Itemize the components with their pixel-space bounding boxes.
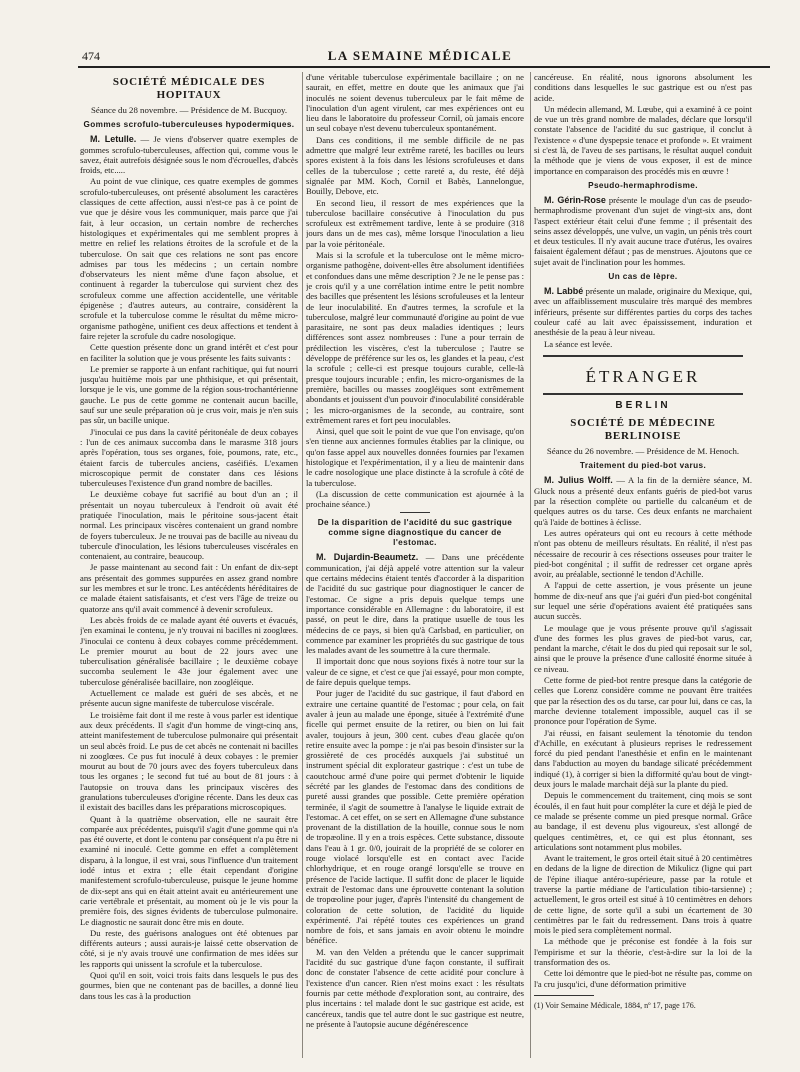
speaker-name: M. Dujardin-Beaumetz. — [316, 552, 419, 563]
paragraph: Le moulage que je vous présente prouve qu'il s'agissait d'une des formes les plus graves de pied-bot varus, car, pendant la marche, c'était le dos du pied qui reposait sur le sol, ainsi que le prouve la présence d'une callosité énorme située à ce niveau. — [534, 622, 752, 674]
divider — [543, 393, 743, 395]
paragraph: Ainsi, quel que soit le point de vue que l'on envisage, qu'on s'en tienne aux anciennes formules établies par la clinique, ou qu'on fasse appel aux nouvelles données fournies par l'examen histologique et l'expérimentation, il y a lieu de maintenir dans le cadre nosologique une place distincte à la scrofule à côté de la tuberculose. — [306, 426, 524, 488]
paragraph: Mais si la scrofule et la tuberculose ont le même micro-organisme pathogène, doivent-elles être absolument identifiées et confondues dans une même description ? Je ne le pense pas : je crois qu'il y a une corrélation intime entre le petit nombre des bacilles que présentent les lésions scrofuleuses et la lenteur de leur inoculabilité. En d'autres termes, la scrofule et la tuberculose, malgré leur communauté d'origine au point de vue parasitaire, ne sont pas deux maladies identiques ; leurs différences sont assez nombreuses : l'une a pour terrain de prédilection les viscères, c'est la tuberculose ; l'autre se développe de préférence sur les os, les glandes et la peau, c'est la scrofule ; celle-ci est presque toujours curable, celle-là presque toujours incurable ; enfin, les micro-organismes de la première, bacilles ou masses zoogléiques sont extrêmement abondants et jouissent d'un pouvoir d'inoculabilité considérable ; les micro-organismes de la seconde, au contraire, sont extrêmement rares et fort peu inoculables. — [306, 250, 524, 425]
paragraph: Cette forme de pied-bot rentre presque dans la catégorie de celles que Lorenz considère comme ne pouvant être traitées que par la résection des os du tarse, car pour lui, dans ce cas, la marche devienne totalement impossible, auquel cas il se prononce pour l'opération de Syme. — [534, 675, 752, 727]
divider — [400, 512, 430, 513]
paragraph: M. Dujardin-Beaumetz. — Dans une précédente communication, j'ai déjà appelé votre attention sur la valeur que certains médecins étaient tentés d'accorder à la disparition de l'acidité du suc gastrique pour diagnostiquer le cancer de l'estomac. Ce signe a pris depuis quelque temps une importance considérable en Allemagne : du laboratoire, il est passé, on peut le dire, dans la pratique usuelle de tous les médecins de ce pays, si bien qu'à Carlsbad, en particulier, on commence par examiner les propriétés du suc gastrique de tous les malades avant de les soumettre à la cure thermale. — [306, 552, 524, 656]
paragraph: En second lieu, il ressort de mes expériences que la tuberculose bacillaire consécutive à l'inoculation du pus scrofuleux est extrêmement tardive, lente à se produire (318 jours dans un de mes cas), même lorsque l'inoculation a lieu par la voie péritonéale. — [306, 197, 524, 249]
speaker-name: M. Gérin-Rose — [544, 194, 606, 205]
journal-title: LA SEMAINE MÉDICALE — [327, 48, 513, 63]
paragraph: Le deuxième cobaye fut sacrifié au bout d'un an ; il présentait un noyau tuberculeux à l'endroit où avait été pratiquée l'inoculation, mais le péritoine sous-jacent était normal. Les principaux viscères contenaient un grand nombre de foyers tuberculeux. Je ne trouvai pas de bacille au niveau du tubercule d'inoculation, les lésions tuberculeuses viscérales en contenaient, au contraire, beaucoup. — [80, 489, 298, 562]
column-2 — [306, 72, 524, 1062]
paragraph: La séance est levée. — [544, 338, 613, 349]
paragraph: Les autres opérateurs qui ont eu recours à cette méthode n'ont pas obtenu de meilleurs résultats. En réalité, il n'est pas nécessaire de recourir à ces résections osseuses pour traiter le pied-bot congénital ; il suffit de redresser cet organe après avoir, au préalable, sectionné le tendon d'Achille. — [534, 527, 752, 580]
topic-heading: Traitement du pied-bot varus. — [579, 461, 707, 471]
paragraph: Cette question présente donc un grand intérêt et c'est pour en faciliter la solution que je vous présente les faits suivants : — [80, 342, 298, 363]
paragraph: J'ai réussi, en faisant seulement la ténotomie du tendon d'Achille, en exécutant à plusieurs reprises le redressement forcé du pied pendant l'anesthésie et enfin en le maintenant dans l'abduction au moyen du bandage silicaté précédemment indiqué (1), à corriger si bien la difformité qu'au bout de vingt-deux jours le malade marchait déjà sur la plante du pied. — [534, 727, 752, 790]
speaker-name: M. Julius Wolff. — [544, 475, 613, 486]
paragraph: M. Julius Wolff. — A la fin de la dernière séance, M. Gluck nous a présenté deux enfants guéris de pied-bot varus par la résection complète ou partielle du calcanéum et de quelques autres os du tarse. Ces deux enfants ne marchaient qu'à l'aide de bottines à éclisse. — [534, 475, 752, 527]
paragraph: A l'appui de cette assertion, je vous présente un jeune homme de dix-neuf ans que j'ai guéri d'un pied-bot congénital sur lequel une série d'opérations avaient été pratiquées sans aucun succès. — [534, 580, 752, 622]
session-info: Séance du 26 novembre. — Présidence de M. Henoch. — [546, 446, 740, 457]
paragraph: Dans ces conditions, il me semble difficile de ne pas admettre que malgré leur extrême rareté, les bacilles ou leurs spores existent à la fois dans les lésions scrofuleuses et dans celles de la tuberculose ; cette rareté a, du reste, été déjà signalée par MM. Koch, Cornil et Babès, Lannelongue, Bouilly, Debove, etc. — [306, 134, 524, 197]
paragraph: Le troisième fait dont il me reste à vous parler est identique aux deux précédents. Il s'agit d'un homme de vingt-cinq ans, atteint manifestement de tuberculose pulmonaire qui présentait un seul abcès froid. Le pus de cet abcès ne contenait ni bacilles ni zooglœes. Ce pus fut inoculé à deux cobayes : le premier mourut au bout de 70 jours avec des foyers tuberculeux dans tous les organes ; le second fut tué au bout de 81 jours : à l'autopsie on trouva dans les principaux viscères des granulations tuberculeuses d'origine récente. Dans les deux cas il existait des bacilles dans les préparations microscopiques. — [80, 709, 298, 813]
section-title: SOCIÉTÉ MÉDICALE DES HOPITAUX — [112, 76, 266, 101]
paragraph: (La discussion de cette communication est ajournée à la prochaine séance.) — [306, 488, 524, 510]
paragraph: Le premier se rapporte à un enfant rachitique, qui fut nourri jusqu'au huitième mois par une phthisique, et qui présentait, lorsque je le vis, une gomme de la région sous-trochantérienne gauche. Le pus de cette gomme ne contenait aucun bacille, sauf sur une seule préparation où je crus voir, mais je n'en suis pas sûr, un bacille unique. — [80, 363, 298, 426]
topic-heading: Gommes scrofulo-tuberculeuses hypodermiques. — [83, 120, 295, 130]
page-number: 474 — [82, 49, 100, 63]
session-info: Séance du 28 novembre. — Présidence de M. Bucquoy. — [90, 105, 288, 115]
paragraph: J'inoculai ce pus dans la cavité péritonéale de deux cobayes : l'un de ces animaux succomba dans le marasme 318 jours après l'opération, tous ses organes, foie, poumons, rate, etc., étaient farcis de tubercules anciens, caséifiés. L'examen microscopique permit de constater dans ces lésions tuberculeuses l'existence d'un grand nombre de bacilles. — [80, 426, 298, 489]
column-3 — [534, 72, 752, 1062]
paragraph: Un médecin allemand, M. Lœube, qui a examiné à ce point de vue un très grand nombre de malades, déclare que lorsqu'il constate l'absence de l'acidité du suc gastrique, il conclut à l'existence « d'une dyspepsie tenace et profonde ». Et vraiment si c'est là, de l'aveu de ses partisans, le résultat auquel conduit la méthode que je viens de vous exposer, il est de mince importance en comparaison des procédés mis en œuvre ! — [534, 103, 752, 176]
column-1 — [80, 72, 298, 1062]
paragraph: Depuis le commencement du traitement, cinq mois se sont écoulés, il en faut huit pour compléter la cure et déjà le pied de ce malade se présente comme un pied presque normal. Grâce au bandage, il est devenu plus vigoureux, s'est allongé de quelques centimètres, et, ce qui est plus étonnant, ses articulations sont notamment plus mobiles. — [534, 790, 752, 852]
city-heading: BERLIN — [615, 399, 671, 411]
speaker-name: M. Labbé — [544, 286, 584, 297]
paragraph: M. van den Velden a prétendu que le cancer supprimait l'acidité du suc gastrique d'une façon constante, il suffirait donc de constater l'absence de cette acidité pour conclure à l'existence d'un cancer. Rien n'est moins exact : les résultats fournis par cette méthode d'exploration sont, au contraire, des plus incertains : tel malade dont le suc gastrique est acide, est cancéreux, tandis que tel autre dont le suc gastrique est neutre, ne présente à l'autopsie aucune dégénérescence — [306, 946, 524, 1029]
paragraph: Cette loi démontre que le pied-bot ne résulte pas, comme on l'a cru jusqu'ici, d'une déformation primitive — [534, 968, 752, 989]
paragraph: M. Letulle. — Je viens d'observer quatre exemples de gommes scrofulo-tuberculeuses, affection qui, comme vous le savez, était autrefois désignée sous le nom d'écrouelles, d'abcès froids, etc..... — [80, 134, 298, 176]
paragraph: Avant le traitement, le gros orteil était situé à 20 centimètres en dedans de la ligne de direction de Mikulicz (ligne qui part de l'épine iliaque antéro-supérieure, passe par la rotule et traverse la partie médiane de l'articulation tibio-tarsienne) ; actuellement, le gros orteil est situé à 10 centimètres en dehors de cette ligne, de sorte qu'il a subi un écartement de 30 centimètres par le fait du redressement. Dans trois à quatre mois le pied sera complètement normal. — [534, 853, 752, 936]
section-title: SOCIÉTÉ DE MÉDECINE BERLINOISE — [570, 417, 716, 443]
paragraph: Quant à la quatrième observation, elle ne saurait être comparée aux précédentes, puisqu'il s'agit d'une gomme qui n'a pas été ouverte, et dont le contenu par conséquent n'a pu être ni examiné ni inoculé. Cette gomme en effet a complètement disparu, à la longue, il est vrai, sous l'influence d'un traitement iodé intus et extra ; elle était cependant d'origine manifestement scrofulo-tuberculeuse, puisque le jeune homme de dix-sept ans qui en était atteint avait eu antérieurement une carie vertébrale et présentait, au moment où je le vis pour la première fois, des signes évidents de tuberculose pulmonaire. Le diagnostic ne saurait donc être mis en doute. — [80, 813, 298, 927]
paragraph: Au point de vue clinique, ces quatre exemples de gommes scrofulo-tuberculeuses, ont présenté absolument les caractères classiques de cette affection, aussi n'est-ce pas à ce point de vue que je désire vous les communiquer, mais parce que j'ai fait, à leur occasion, un certain nombre de recherches histologiques et expérimentales qui me semblent propres à mettre en relief les relations étroites de la scrofule et de la tuberculose. On sait que ces relations ne sont pas encore admises par tous les médecins ; un certain nombre d'observateurs les nient même d'une façon absolue, et continuent à regarder la tuberculose qui survient chez des scrofuleux comme une affection accidentelle, une véritable épigenèse ; d'autres auteurs, au contraire, considèrent la scrofule et la tuberculose comme le résultat du même micro-organisme pathogène, unifient ces deux affections et tendent à faire rejeter la scrofule du cadre nosologique. — [80, 176, 298, 341]
topic-heading: Un cas de lèpre. — [608, 272, 678, 282]
paragraph: d'une véritable tuberculose expérimentale bacillaire ; on ne saurait, en effet, mettre en doute que les animaux que j'ai inoculés ne soient devenus tuberculeux par le fait même de l'inoculation d'un agent virulent, car mes expériences ont eu lieu dans le laboratoire du professeur Cornil, où jamais encore un seul cobaye n'est devenu tuberculeux spontanément. — [306, 72, 524, 134]
topic-heading: Pseudo-hermaphrodisme. — [588, 180, 698, 190]
footnote-rule — [534, 995, 594, 996]
paragraph: La méthode que je préconise est fondée à la fois sur l'empirisme et sur la théorie, c'est-à-dire sur la loi de la transformation des os. — [534, 936, 752, 968]
divider — [543, 355, 743, 357]
column-rule — [530, 72, 531, 1058]
paragraph: cancéreuse. En réalité, nous ignorons absolument les conditions dans lesquelles le suc gastrique est ou n'est pas acide. — [534, 72, 752, 103]
paragraph: Je passe maintenant au second fait : Un enfant de dix-sept ans présentait des gommes suppurées en assez grand nombre sur les membres et sur le tronc. Les antécédents héréditaires de ce malade étaient satisfaisants, et c'est vers l'âge de treize ou quatorze ans qu'il avait commencé à devenir scrofuleux. — [80, 562, 298, 614]
speaker-name: M. Letulle. — [90, 134, 137, 145]
header-rule — [78, 66, 770, 68]
paragraph: Actuellement ce malade est guéri de ses abcès, et ne présente aucun signe manifeste de tuberculose viscérale. — [80, 688, 298, 709]
paragraph: Il importait donc que nous soyions fixés à notre tour sur la valeur de ce signe, et c'est ce que j'ai essayé, pour mon compte, de faire depuis quelque temps. — [306, 656, 524, 688]
column-rule — [302, 72, 303, 1058]
paragraph: Pour juger de l'acidité du suc gastrique, il faut d'abord en extraire une certaine quantité de l'estomac ; pour cela, on fait avaler à jeun au malade une éponge, située à l'extrémité d'une ficelle qui permet ensuite de la retirer, ou bien on lui fait avaler, toujours à jeun, 300 cent. cubes d'eau glacée qu'on retire ensuite avec la pompe : je n'ai pas besoin d'insister sur la grossièreté de ces procédés auxquels j'ai substitué un instrument spécial dit explorateur gastrique : c'est un tube de caoutchouc armé d'une poire qui permet d'obtenir le liquide sécrété par les glandes de l'estomac dans des conditions de pureté aussi grandes que possible. Cette première opération terminée, il s'agit de soumettre à l'analyse le liquide extrait de l'estomac. A cet effet, on se sert en Allemagne d'une substance provenant de la distillation de la houille, connue sous le nom de tropæoline. Il y en a trois espèces. Cette substance, dissoute dans l'eau à 1 gr. 0/0, jouirait de la propriété de se colorer en rouge violacé lorsqu'elle est en contact avec l'acide chlorhydrique, et en rouge orangé lorsqu'elle se trouve en présence de l'acide lactique. Il suffit donc de placer le liquide extrait de l'estomac dans une éprouvette contenant la solution de tropœoline pour juger, d'après l'intensité du changement de coloration de cette solution, de l'acidité du liquide expérimenté. J'ai répété toutes ces expériences un grand nombre de fois, et sans jamais en avoir obtenu le moindre bénéfice. — [306, 688, 524, 946]
paragraph: Du reste, des guérisons analogues ont été obtenues par différents auteurs ; aussi aurais-je laissé cette observation de côté, si je n'y avais trouvé une confirmation de mes idées sur les rapports qui unissent la scrofule et la tuberculose. — [80, 927, 298, 969]
paragraph: M. Gérin-Rose présente le moulage d'un cas de pseudo-hermaphrodisme provenant d'un sujet de vingt-six ans, dont l'aspect extérieur était celui d'une femme ; il présentait des seins assez développés, une vulve, un vagin, un pénis très court et deux testicules. Il n'y avait aucune trace d'utérus, les ovaires faisaient également défaut ; pas de menstrues. Ajoutons que ce sujet avait de l'inclination pour les hommes. — [534, 194, 752, 267]
paragraph: M. Labbé présente un malade, originaire du Mexique, qui, avec un affaiblissement musculaire très marqué des membres inférieurs, présente sur différentes parties du corps des taches couleur café au lait avec épaississement, induration et anesthésie de la peau à leur niveau. — [534, 286, 752, 338]
foreign-section-title: ÉTRANGER — [585, 366, 701, 386]
page-header — [70, 46, 770, 66]
paragraph: Les abcès froids de ce malade ayant été ouverts et évacués, j'en examinai le contenu, je n'y trouvai ni bacilles ni zooglœes. J'inoculai ce contenu à deux cobayes comme précédemment. Le premier mourut au bout de 22 jours avec une tuberculisation généralisée bacillaire ; le deuxième cobaye succomba seulement le 43e jour également avec une tuberculose généralisée bacillaire, non zoogléique. — [80, 614, 298, 687]
topic-heading: De la disparition de l'acidité du suc gastrique comme signe diagnostique du cancer de l'estomac. — [317, 518, 513, 548]
paragraph: Quoi qu'il en soit, voici trois faits dans lesquels le pus des gourmes, bien que ne contenant pas de bacilles, a donné lieu dans tous les cas à la production — [80, 970, 298, 1001]
footnote: (1) Voir Semaine Médicale, 1884, nº 17, page 176. — [534, 1000, 696, 1010]
